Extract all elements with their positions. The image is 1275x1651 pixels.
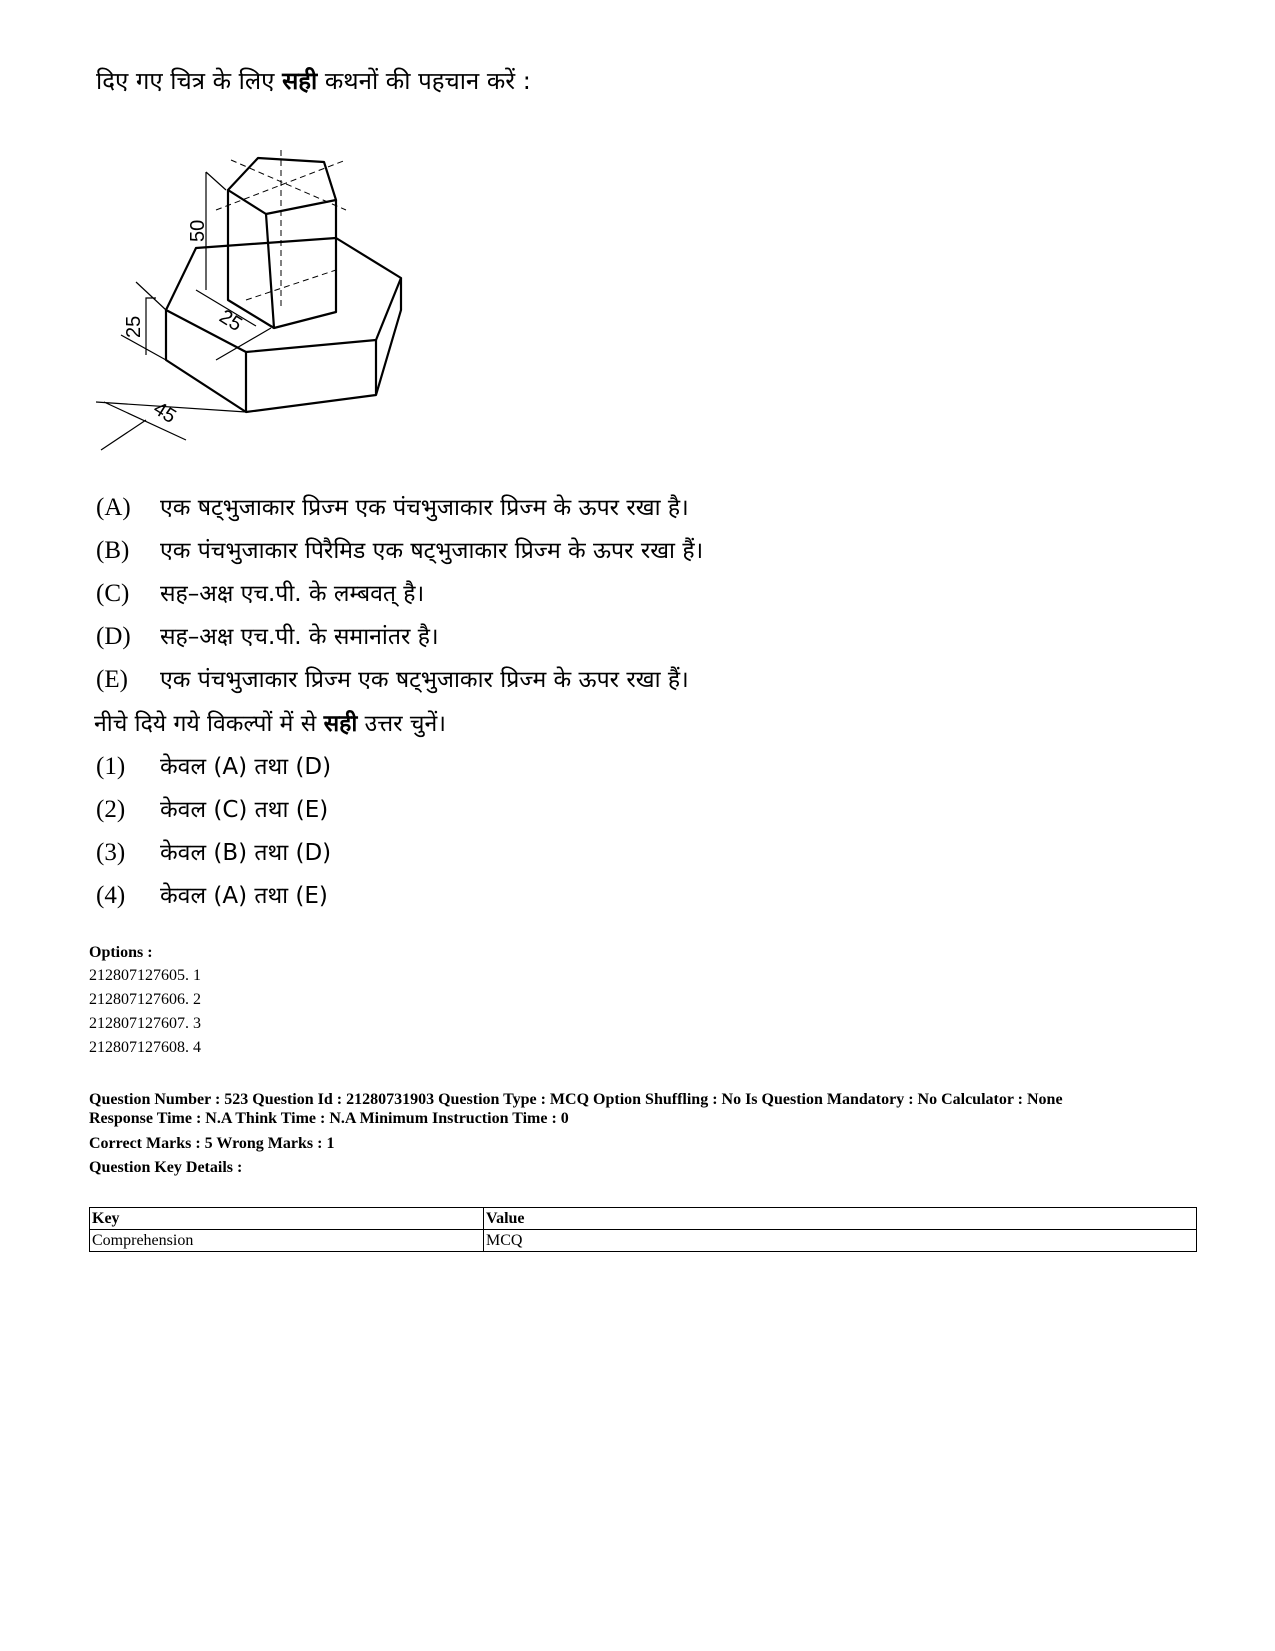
header-key: Key	[90, 1208, 484, 1230]
choice-4	[96, 878, 328, 910]
statement-text: सह–अक्ष एच.पी. के लम्बवत् है।	[160, 581, 425, 607]
marks-line: Correct Marks : 5 Wrong Marks : 1	[89, 1135, 335, 1152]
statement-label: (B)	[96, 537, 130, 564]
center-lines	[216, 150, 346, 310]
table-row	[90, 1230, 1197, 1252]
cell-key: Comprehension	[90, 1230, 484, 1252]
statement-label: (A)	[96, 494, 131, 521]
option-item: 212807127607. 3	[89, 1015, 201, 1032]
statement-c	[96, 576, 424, 608]
instruction-after: उत्तर चुनें।	[357, 711, 446, 737]
key-details-heading: Question Key Details :	[89, 1159, 243, 1176]
choice-text: केवल (A) तथा (D)	[160, 754, 332, 780]
option-item: 212807127606. 2	[89, 991, 201, 1008]
dim-label-25-top: 25	[215, 305, 246, 337]
choice-label: (4)	[96, 882, 126, 909]
statement-text: एक पंचभुजाकार पिरैमिड एक षट्भुजाकार प्रिज्म के ऊपर रखा हैं।	[160, 538, 704, 564]
pent-prism-top	[228, 158, 336, 214]
table-header-row	[90, 1208, 1197, 1230]
question-meta-line2: Response Time : N.A Think Time : N.A Minimum Instruction Time : 0	[89, 1110, 569, 1127]
choice-2	[96, 792, 328, 824]
header-value: Value	[484, 1208, 1197, 1230]
dim-label-25-side: 25	[123, 315, 145, 338]
choice-text: केवल (B) तथा (D)	[160, 840, 332, 866]
choice-3	[96, 835, 331, 867]
prism-figure	[96, 150, 436, 480]
choice-label: (2)	[96, 796, 126, 823]
statement-text: सह–अक्ष एच.पी. के समानांतर है।	[160, 624, 439, 650]
option-item: 212807127608. 4	[89, 1039, 201, 1056]
choice-text: केवल (A) तथा (E)	[160, 883, 328, 909]
dim-label-45: 45	[149, 397, 180, 429]
question-prompt	[96, 64, 531, 97]
instruction-before: नीचे दिये गये विकल्पों में से	[94, 711, 324, 737]
option-item: 212807127605. 1	[89, 967, 201, 984]
instruction	[94, 706, 446, 738]
hex-prism-top	[166, 238, 401, 352]
statement-label: (C)	[96, 580, 130, 607]
statement-label: (D)	[96, 623, 131, 650]
statement-a	[96, 490, 689, 522]
cell-value: MCQ	[484, 1230, 1197, 1252]
choice-label: (1)	[96, 753, 126, 780]
choice-label: (3)	[96, 839, 126, 866]
statement-d	[96, 619, 439, 651]
options-heading: Options :	[89, 944, 153, 961]
statement-text: एक षट्भुजाकार प्रिज्म एक पंचभुजाकार प्रिज्म के ऊपर रखा है।	[160, 495, 689, 521]
statement-b	[96, 533, 703, 565]
key-details-table	[89, 1207, 1197, 1252]
hex-prism-sides	[166, 278, 401, 412]
prompt-after: कथनों की पहचान करें :	[317, 67, 531, 95]
dim-label-50: 50	[187, 219, 209, 242]
statement-e	[96, 662, 689, 694]
prompt-bold: सही	[282, 67, 318, 95]
statement-label: (E)	[96, 666, 128, 693]
choice-text: केवल (C) तथा (E)	[160, 797, 329, 823]
question-meta-line1: Question Number : 523 Question Id : 21280731903 Question Type : MCQ Option Shuffling : No Is Question Mandatory : No Calculator : None	[89, 1091, 1063, 1108]
instruction-bold: सही	[323, 711, 358, 737]
choice-1	[96, 749, 331, 781]
prompt-before: दिए गए चित्र के लिए	[96, 67, 283, 95]
statement-text: एक पंचभुजाकार प्रिज्म एक षट्भुजाकार प्रिज्म के ऊपर रखा हैं।	[160, 667, 689, 693]
